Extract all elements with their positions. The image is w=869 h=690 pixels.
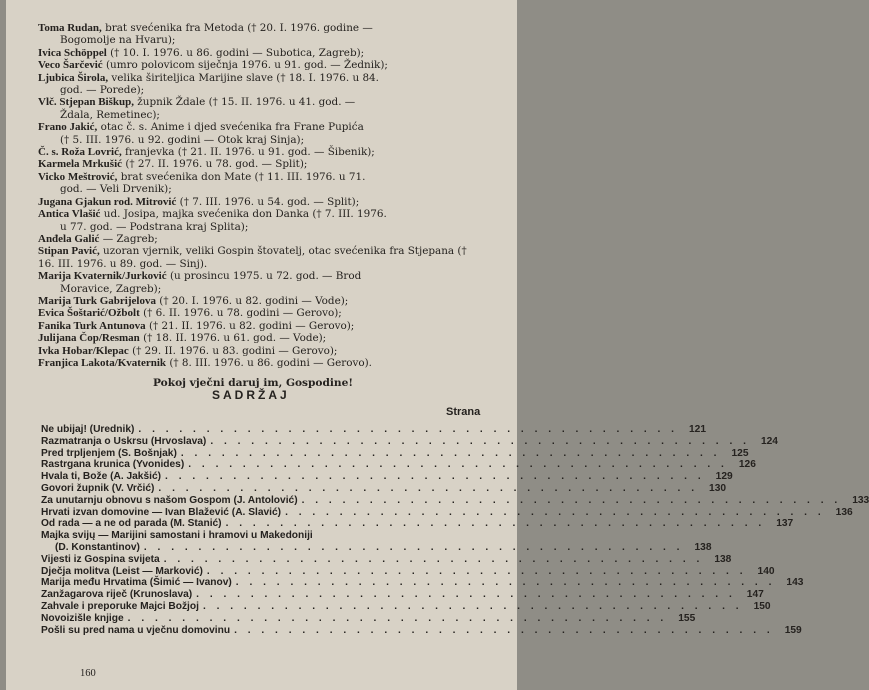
toc-entry: [41, 506, 853, 519]
obituary-text: († 18. II. 1976. u 61. god. — Vode);: [143, 332, 327, 345]
obituary-continuation: († 5. III. 1976. u 92. godini — Otok kraj Sinja);: [60, 133, 305, 146]
toc-entry-title: Hvala ti, Bože (A. Jakšić): [41, 471, 162, 483]
toc-entry-title: Pošli su pred nama u vječnu domovinu: [41, 624, 231, 636]
toc-entry-page: 126: [738, 459, 756, 471]
toc-entry-page: 147: [746, 589, 764, 601]
closing-prayer: Pokoj vječni daruj im, Gospodine!: [152, 377, 354, 390]
toc-entry-page: 140: [757, 565, 775, 577]
obituary-entry: [38, 196, 468, 208]
toc-leader-dots: . . . . . . . . . . . . . . . . . . . . . . . . . . . . . . . . . . . . . . . .: [180, 447, 721, 459]
toc-entry-title: Vijesti iz Gospina svijeta: [41, 553, 160, 565]
toc-leader-dots: . . . . . . . . . . . . . . . . . . . . . . . . . . . . . . . . . . . . . . . .: [206, 565, 747, 577]
obituary-entry: [38, 158, 468, 170]
obituary-entry: [38, 72, 468, 97]
obituary-name: Fanika Turk Antunova: [38, 319, 146, 332]
obituary-name: Frano Jakić,: [38, 121, 98, 134]
toc-entry: [41, 624, 802, 637]
toc-entry: [41, 577, 804, 589]
obituary-name: Vicko Meštrović,: [38, 170, 118, 183]
toc-leader-dots: . . . . . . . . . . . . . . . . . . . . . . . . . . . . . . . . . . . . . . . .: [138, 424, 679, 435]
obituary-entry: [38, 332, 468, 344]
obituary-text: († 27. II. 1976. u 78. god. — Split);: [125, 158, 308, 171]
obituary-name: Marija Turk Gabrijelova: [38, 294, 156, 307]
obituary-continuation: u 77. god. — Podstrana kraj Splita);: [60, 220, 249, 233]
obituary-text: otac č. s. Anime i djed svećenika fra Frane Pupića: [100, 121, 364, 134]
obituary-entry: [38, 233, 468, 245]
obituary-list: [38, 22, 468, 390]
obituary-name: Vlč. Stjepan Biškup,: [38, 96, 134, 109]
obituary-entry: [38, 22, 468, 47]
toc-entry-page: 159: [784, 624, 802, 636]
obituary-entry: [38, 357, 468, 369]
toc-entry: [41, 553, 732, 566]
obituary-name: Veco Šarčević: [38, 59, 103, 72]
toc-entry-title: Ne ubijaj! (Urednik): [41, 424, 135, 435]
book-page: [6, 0, 869, 690]
toc-entry-title: Razmatranja o Uskrsu (Hrvoslava): [41, 435, 207, 447]
toc-entry-title: Hrvati izvan domovine — Ivan Blažević (A. Slavić): [41, 506, 282, 518]
obituary-text: brat svećenika fra Metoda († 20. I. 1976. godine —: [105, 22, 373, 34]
obituary-name: Ivka Hobar/Klepac: [38, 344, 129, 357]
toc-leader-dots: . . . . . . . . . . . . . . . . . . . . . . . . . . . . . . . . . . . . . . . .: [165, 471, 705, 483]
toc-entry-page: 137: [776, 518, 794, 530]
obituary-continuation: Ždala, Remetinec);: [60, 108, 160, 121]
toc-entry: [41, 541, 712, 554]
obituary-text: uzoran vjernik, veliki Gospin štovatelj, otac svećenika fra Stjepana († 16. III. 1976. u 89. god. — Sinj).: [38, 245, 467, 270]
obituary-entry: [38, 345, 468, 357]
toc-entry-title: Rastrgana krunica (Yvonides): [41, 459, 185, 471]
toc-leader-dots: . . . . . . . . . . . . . . . . . . . . . . . . . . . . . . . . . . . . . . . .: [196, 589, 736, 601]
obituary-text: — Zagreb;: [102, 232, 158, 245]
toc-entry-page: 138: [694, 541, 712, 553]
obituary-entry: [38, 47, 468, 59]
toc-entry-page: 136: [835, 506, 853, 518]
obituary-continuation: Bogomolje na Hvaru);: [60, 34, 176, 47]
obituary-entry: [38, 121, 468, 146]
toc-entry-title: Pred trpljenjem (S. Bošnjak): [41, 447, 177, 459]
toc-entry: [41, 447, 749, 460]
obituary-text: franjevka († 21. II. 1976. u 91. god. — Šibenik);: [125, 146, 375, 159]
obituary-name: Franjica Lakota/Kvaternik: [38, 356, 167, 369]
obituary-name: Karmela Mrkušić: [38, 158, 123, 171]
toc-leader-dots: . . . . . . . . . . . . . . . . . . . . . . . . . . . . . . . . . . . . . . . .: [163, 553, 704, 565]
obituary-entry: [38, 270, 468, 295]
obituary-entry: [38, 320, 468, 332]
toc-entry-title: Dječja molitva (Leist — Marković): [41, 565, 203, 577]
toc-entry: [41, 482, 727, 495]
obituary-text: († 6. II. 1976. u 78. godini — Gerovo);: [143, 307, 342, 320]
obituary-entry: [38, 146, 468, 158]
toc-leader-dots: . . . . . . . . . . . . . . . . . . . . . . . . . . . . . . . . . . . . . . . .: [301, 494, 842, 506]
toc-entry: [41, 518, 794, 530]
toc-entry-title: Govori župnik (V. Vrčić): [41, 482, 155, 494]
obituary-entry: [38, 208, 468, 233]
obituary-name: Evica Šoštarić/Ožbolt: [38, 307, 140, 320]
obituary-continuation: Moravice, Zagreb);: [60, 282, 162, 295]
obituary-name: Č. s. Roža Lovrić,: [38, 146, 122, 159]
obituary-text: župnik Ždale († 15. II. 1976. u 41. god. —: [137, 96, 356, 109]
obituary-entry: [38, 295, 468, 307]
toc-heading: SADRŽAJ: [212, 388, 290, 402]
obituary-continuation: god. — Veli Drvenik);: [60, 183, 172, 196]
toc-entry-title: Marija među Hrvatima (Šimić — Ivanov): [41, 577, 232, 589]
obituary-name: Ljubica Širola,: [38, 71, 109, 84]
obituary-entry: [38, 245, 468, 270]
toc-leader-dots: . . . . . . . . . . . . . . . . . . . . . . . . . . . . . . . . . . . . . . . .: [234, 624, 774, 636]
toc-entry-page: 138: [714, 553, 732, 565]
toc-leader-dots: . . . . . . . . . . . . . . . . . . . . . . . . . . . . . . . . . . . . . . . .: [285, 506, 825, 518]
obituary-entry: [38, 307, 468, 319]
obituary-text: ud. Josipa, majka svećenika don Danka († 7. III. 1976.: [103, 208, 387, 221]
toc-entry: [41, 589, 764, 601]
toc-entry: [41, 459, 756, 471]
toc-leader-dots: . . . . . . . . . . . . . . . . . . . . . . . . . . . . . . . . . . . . . . . .: [127, 612, 668, 624]
toc-entry-title: Novoizišle knjige: [41, 612, 124, 624]
obituary-text: velika širiteljica Marijine slave († 18. I. 1976. u 84.: [111, 71, 379, 84]
toc-entry-page: 133: [852, 494, 869, 506]
toc-entry-page: 143: [786, 577, 804, 589]
toc-entry-title: Od rada — a ne od parada (M. Stanić): [41, 518, 222, 530]
obituary-text: († 29. II. 1976. u 83. godini — Gerovo);: [132, 344, 338, 357]
toc-entry: [41, 471, 733, 483]
toc-entry-page: 130: [709, 482, 727, 494]
obituary-continuation: god. — Porede);: [60, 84, 145, 97]
obituary-name: Julijana Čop/Resman: [38, 332, 140, 345]
toc-entry: [41, 424, 707, 436]
obituary-name: Antica Vlašić: [38, 208, 101, 221]
obituary-name: Ivica Schöppel: [38, 46, 107, 59]
toc-entry: [41, 435, 778, 448]
toc-entry: [41, 565, 775, 578]
toc-entry-page: 121: [689, 424, 707, 435]
obituary-text: (u prosincu 1975. u 72. god. — Brod: [169, 270, 362, 283]
obituary-text: († 8. III. 1976. u 86. godini — Gerovo).: [169, 356, 372, 369]
toc-entry-page: 124: [760, 435, 778, 447]
obituary-text: († 21. II. 1976. u 82. godini — Gerovo);: [148, 319, 355, 332]
toc-entry-page: 125: [731, 447, 749, 459]
toc-entry-page: 150: [753, 600, 771, 612]
table-of-contents: [41, 424, 869, 636]
toc-entry: [41, 530, 481, 542]
toc-entry: [41, 600, 771, 613]
obituary-name: Marija Kvaternik/Jurković: [38, 270, 167, 283]
toc-entry-title: Za unutarnju obnovu s našom Gospom (J. Antolović): [41, 494, 298, 506]
obituary-name: Anđela Galić: [38, 232, 100, 245]
toc-entry-title: Zanžagarova riječ (Krunoslava): [41, 589, 193, 601]
obituary-entry: [38, 96, 468, 121]
toc-entry-title: Zahvale i preporuke Majci Božjoj: [41, 600, 199, 612]
toc-leader-dots: . . . . . . . . . . . . . . . . . . . . . . . . . . . . . . . . . . . . . . . .: [235, 577, 776, 589]
toc-entry-page: 129: [715, 471, 733, 483]
toc-leader-dots: . . . . . . . . . . . . . . . . . . . . . . . . . . . . . . . . . . . . . . . .: [210, 435, 750, 447]
obituary-name: Jugana Gjakun rod. Mitrović: [38, 195, 177, 208]
obituary-name: Stipan Pavić,: [38, 245, 100, 258]
toc-entry-page: 155: [678, 612, 696, 624]
toc-page-label: Strana: [446, 406, 481, 418]
toc-leader-dots: . . . . . . . . . . . . . . . . . . . . . . . . . . . . . . . . . . . . . . . .: [143, 541, 684, 553]
obituary-text: (umro polovicom siječnja 1976. u 91. god. — Žednik);: [105, 59, 388, 72]
toc-leader-dots: . . . . . . . . . . . . . . . . . . . . . . . . . . . . . . . . . . . . . . . .: [188, 459, 728, 471]
obituary-text: († 20. I. 1976. u 82. godini — Vode);: [159, 294, 349, 307]
toc-leader-dots: . . . . . . . . . . . . . . . . . . . . . . . . . . . . . . . . . . . . . . . .: [158, 482, 699, 494]
toc-entry-title: (D. Konstantinov): [55, 541, 140, 553]
obituary-text: brat svećenika don Mate († 11. III. 1976. u 71.: [120, 170, 366, 183]
obituary-entry: [38, 171, 468, 196]
obituary-text: († 10. I. 1976. u 86. godini — Subotica, Zagreb);: [110, 46, 365, 59]
page-number: 160: [80, 668, 96, 679]
toc-entry: [41, 494, 869, 507]
toc-leader-dots: . . . . . . . . . . . . . . . . . . . . . . . . . . . . . . . . . . . . . . . .: [202, 600, 743, 612]
toc-entry-title: Majka svijų — Marijini samostani i hramovi u Makedoniji: [41, 530, 313, 542]
obituary-name: Toma Rudan,: [38, 22, 102, 34]
toc-entry: [41, 612, 696, 625]
obituary-entry: [38, 59, 468, 71]
obituary-text: († 7. III. 1976. u 54. god. — Split);: [179, 195, 360, 208]
toc-leader-dots: . . . . . . . . . . . . . . . . . . . . . . . . . . . . . . . . . . . . . . . .: [225, 518, 766, 530]
